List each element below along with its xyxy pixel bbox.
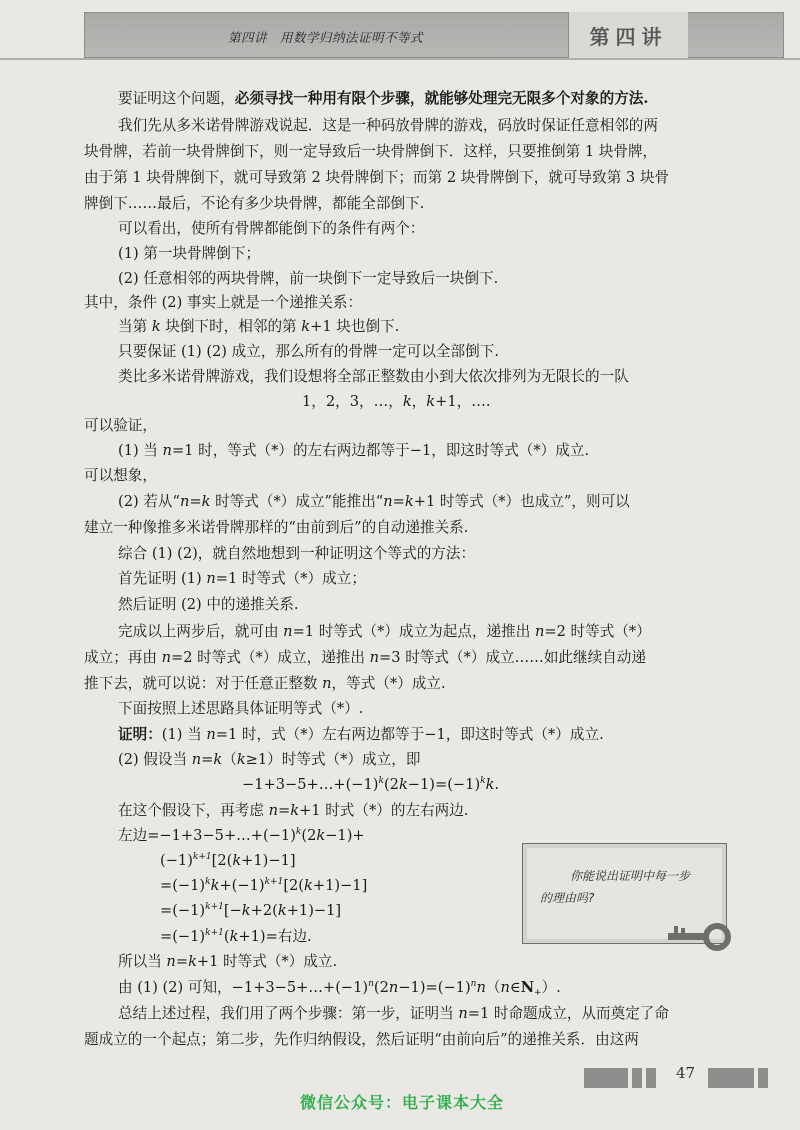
text-line: 在这个假设下，再考虑 n=k+1 时式（*）的左右两边. (118, 802, 469, 819)
text-line: 成立；再由 n=2 时等式（*）成立，递推出 n=3 时等式（*）成立……如此继续自动递 (84, 649, 646, 666)
hypothesis-equation: $-1+3-5+\dots+(-1)^k(2k-1)=(-1)^kk$. (242, 776, 500, 793)
side-note-line: 的理由吗? (540, 891, 595, 905)
chapter-tab (568, 12, 688, 58)
text-line: 牌倒下……最后，不论有多少块骨牌，都能全部倒下. (84, 195, 425, 212)
page-number: 47 (676, 1064, 696, 1082)
text-line: (2) 任意相邻的两块骨牌，前一块倒下一定导致后一块倒下. (118, 270, 499, 287)
text-line: 只要保证 (1) (2) 成立，那么所有的骨牌一定可以全部倒下. (118, 343, 499, 360)
text-line: 可以看出，使所有骨牌都能倒下的条件有两个： (118, 220, 425, 237)
equation-line: $=(-1)^{k+1}[-k+2(k+1)-1]$ (160, 902, 342, 919)
text-line: 其中，条件 (2) 事实上就是一个递推关系： (84, 294, 363, 311)
text-line: 建立一种像推多米诺骨牌那样的“由前到后”的自动递推关系. (84, 519, 469, 536)
equation-line: 左边$=-1+3-5+\dots+(-1)^k(2k-1)+$ (118, 827, 365, 844)
text-line: (1) 当 n=1 时，等式（*）的左右两边都等于−1，即这时等式（*）成立. (118, 442, 590, 459)
equation-line: $=(-1)^{k+1}(k+1)=$右边. (160, 928, 312, 945)
key-icon (668, 920, 732, 956)
text-line: (2) 若从“n=k 时等式（*）成立”能推出“n=k+1 时等式（*）也成立”，则可以 (118, 493, 630, 510)
text-line: 所以当 n=k+1 时等式（*）成立. (118, 953, 338, 970)
text-line: 综合 (1) (2)，就自然地想到一种证明这个等式的方法： (118, 545, 476, 562)
text-line: 下面按照上述思路具体证明等式（*）. (118, 700, 364, 717)
text-line: 推下去，就可以说：对于任意正整数 n，等式（*）成立. (84, 675, 446, 692)
text-line: 由于第 1 块骨牌倒下，就可导致第 2 块骨牌倒下；而第 2 块骨牌倒下，就可导致第 3 块骨 (84, 169, 670, 186)
text-line: 类比多米诺骨牌游戏，我们设想将全部正整数由小到大依次排列为无限长的一队 (118, 368, 629, 385)
text-line: (2) 假设当 n=k（k≥1）时等式（*）成立，即 (118, 751, 421, 768)
text-line: 块骨牌，若前一块骨牌倒下，则一定导致后一块骨牌倒下．这样，只要推倒第 1 块骨牌， (84, 143, 658, 160)
text-line: 可以想象， (84, 467, 157, 484)
text-line: 然后证明 (2) 中的递推关系. (118, 596, 299, 613)
side-note-line: 你能说出证明中每一步 (570, 869, 691, 883)
text-line: 题成立的一个起点；第二步，先作归纳假设，然后证明“由前向后”的递推关系．由这两 (84, 1031, 639, 1048)
equation-line: $=(-1)^kk+(-1)^{k+1}[2(k+1)-1]$ (160, 877, 368, 894)
text-line: 要证明这个问题，必须寻找一种用有限个步骤，就能够处理完无限多个对象的方法. (118, 90, 649, 107)
text-line: 首先证明 (1) n=1 时等式（*）成立； (118, 570, 366, 587)
equation-line: $(-1)^{k+1}[2(k+1)-1]$ (160, 852, 296, 869)
text-line: 我们先从多米诺骨牌游戏说起．这是一种码放骨牌的游戏，码放时保证任意相邻的两 (118, 117, 658, 134)
watermark-text: 微信公众号：电子课本大全 (300, 1093, 505, 1112)
text-line: (1) 第一块骨牌倒下； (118, 245, 261, 262)
sequence-line: 1，2，3，…，k，k+1，…. (302, 393, 491, 410)
text-line: 可以验证， (84, 417, 157, 434)
text-line: 当第 k 块倒下时，相邻的第 k+1 块也倒下. (118, 318, 400, 335)
running-header-title: 第四讲 用数学归纳法证明不等式 (228, 30, 424, 45)
conclusion-equation: 由 (1) (2) 可知，$-1+3-5+\dots+(-1)^n(2n-1)=(-1)^nn(n\in N_+)$. (118, 979, 561, 998)
header-rule (0, 58, 800, 60)
text-line: 完成以上两步后，就可由 n=1 时等式（*）成立为起点，递推出 n=2 时等式（*） (118, 623, 651, 640)
text-line: 总结上述过程，我们用了两个步骤：第一步，证明当 n=1 时命题成立，从而奠定了命 (118, 1005, 669, 1022)
chapter-label: 第四讲 (589, 24, 668, 49)
proof-start: 证明：(1) 当 n=1 时，式（*）左右两边都等于−1，即这时等式（*）成立. (118, 726, 604, 743)
